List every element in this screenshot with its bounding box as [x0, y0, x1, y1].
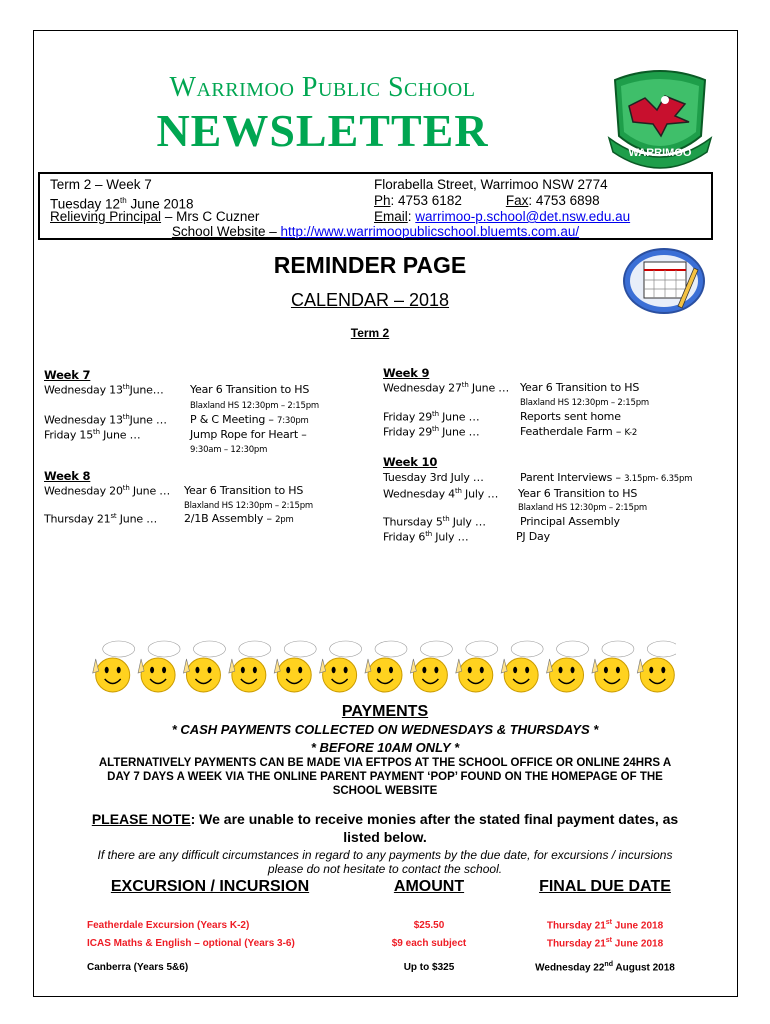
logo-text: WARRIMOO: [628, 147, 692, 159]
week10-e2-detail: Blaxland HS 12:30pm – 2:15pm: [518, 503, 647, 513]
table-row-amount: Up to $325: [403, 962, 455, 973]
payments-alternative: ALTERNATIVELY PAYMENTS CAN BE MADE VIA EFTPOS AT THE SCHOOL OFFICE OR ONLINE 24HRS A DAY 7 DAYS A WEEK VIA THE ONLINE PARENT PAYMENT ‘POP’ FOUND ON THE HOMEPAGE OF THE SCHOOL WEBSITE: [98, 757, 672, 797]
week8-e1-detail: Blaxland HS 12:30pm – 2:15pm: [184, 501, 313, 511]
table-row-date: Thursday 21st June 2018: [546, 937, 664, 950]
week10-heading: Week 10: [383, 455, 438, 469]
principal: Relieving Principal – Mrs C Cuzner: [50, 209, 260, 224]
week8-e2-event: 2/1B Assembly – 2pm: [184, 512, 294, 525]
address: Florabella Street, Warrimoo NSW 2774: [374, 177, 608, 192]
dont-forget-faces: [86, 637, 676, 697]
col-header-amount: AMOUNT: [393, 878, 465, 895]
week10-e3-event: Principal Assembly: [520, 515, 620, 528]
week10-e2-event: Year 6 Transition to HS: [518, 487, 638, 500]
week9-e1-event: Year 6 Transition to HS: [520, 381, 640, 394]
week9-e2-event: Reports sent home: [520, 410, 621, 423]
dont-forget-smiley-icon: [410, 641, 452, 692]
table-row-amount: $25.50: [413, 920, 445, 931]
dont-forget-smiley-icon: [183, 641, 225, 692]
col-header-due-date: FINAL DUE DATE: [539, 878, 671, 895]
table-row-name: Featherdale Excursion (Years K-2): [87, 920, 250, 931]
week10-e2-date: Wednesday 4th July …: [383, 487, 499, 501]
dont-forget-smiley-icon: [592, 641, 634, 692]
term-heading: Term 2: [350, 326, 390, 340]
website-link[interactable]: http://www.warrimoopublicschool.bluemts.com.au/: [280, 224, 580, 239]
week7-e2-event: P & C Meeting – 7:30pm: [190, 413, 309, 426]
school-logo: [605, 66, 715, 170]
calendar-title: CALENDAR – 2018: [290, 290, 450, 310]
dont-forget-smiley-icon: [365, 641, 407, 692]
table-row-date: Thursday 21st June 2018: [546, 919, 664, 932]
week9-e2-date: Friday 29th June …: [383, 410, 480, 424]
reminder-title: REMINDER PAGE: [273, 252, 467, 278]
term-week: Term 2 – Week 7: [50, 177, 152, 192]
dont-forget-smiley-icon: [138, 641, 180, 692]
phone-fax: Ph: 4753 6182 Fax: 4753 6898: [374, 193, 600, 208]
week7-e3-event: Jump Rope for Heart –: [190, 428, 307, 441]
table-row-name: ICAS Maths & English – optional (Years 3-6): [87, 938, 295, 949]
col-header-excursion: EXCURSION / INCURSION: [110, 878, 310, 895]
payments-line2: * BEFORE 10AM ONLY *: [310, 740, 460, 755]
info-box: [38, 172, 713, 240]
dont-forget-smiley-icon: [229, 641, 271, 692]
week9-heading: Week 9: [383, 366, 430, 380]
dont-forget-smiley-icon: [637, 641, 676, 692]
website: School Website – http://www.warrimoopublicschool.bluemts.com.au/: [171, 224, 580, 239]
week8-e2-date: Thursday 21st June …: [44, 512, 158, 526]
calendar-icon: [622, 246, 707, 316]
payments-line1: * CASH PAYMENTS COLLECTED ON WEDNESDAYS & THURSDAYS *: [171, 722, 599, 737]
payments-heading: PAYMENTS: [341, 703, 429, 720]
table-row-name: Canberra (Years 5&6): [87, 962, 189, 973]
payments-difficulty: If there are any difficult circumstances in regard to any payments by the due date, for excursions / incursions please do not hesitate to contact the school.: [97, 848, 673, 876]
week9-e1-date: Wednesday 27th June …: [383, 381, 510, 395]
dont-forget-smiley-icon: [93, 641, 135, 692]
week7-e1-detail: Blaxland HS 12:30pm – 2:15pm: [190, 401, 319, 411]
week8-heading: Week 8: [44, 469, 91, 483]
week10-e1-event: Parent Interviews – 3.15pm- 6.35pm: [520, 471, 693, 484]
week9-e3-date: Friday 29th June …: [383, 425, 480, 439]
week7-e2-date: Wednesday 13thJune …: [44, 413, 167, 427]
week8-e1-date: Wednesday 20th June …: [44, 484, 171, 498]
dont-forget-smiley-icon: [274, 641, 316, 692]
dont-forget-smiley-icon: [456, 641, 498, 692]
week7-e1-date: Wednesday 13thJune…: [44, 383, 164, 397]
week7-e1-event: Year 6 Transition to HS: [190, 383, 310, 396]
email-link[interactable]: warrimoo-p.school@det.nsw.edu.au: [415, 209, 631, 224]
week9-e1-detail: Blaxland HS 12:30pm – 2:15pm: [520, 398, 649, 408]
table-row-date: Wednesday 22nd August 2018: [535, 961, 675, 974]
table-row-amount: $9 each subject: [391, 938, 467, 949]
school-name: Warrimoo Public School: [169, 72, 476, 103]
week7-heading: Week 7: [44, 368, 91, 382]
week7-e3-detail: 9:30am – 12:30pm: [190, 445, 268, 455]
newsletter-title: NEWSLETTER: [156, 105, 489, 156]
dont-forget-smiley-icon: [320, 641, 362, 692]
week9-e3-event: Featherdale Farm – K-2: [520, 425, 638, 438]
email: Email: warrimoo-p.school@det.nsw.edu.au: [374, 209, 631, 224]
week10-e3-date: Thursday 5th July …: [383, 515, 486, 529]
week7-e3-date: Friday 15th June …: [44, 428, 141, 442]
week8-e1-event: Year 6 Transition to HS: [184, 484, 304, 497]
week10-e1-date: Tuesday 3rd July …: [383, 471, 484, 484]
dont-forget-smiley-icon: [547, 641, 589, 692]
week10-e4-date: Friday 6th July …: [383, 530, 469, 544]
week10-e4-event: PJ Day: [516, 530, 550, 543]
payments-note: PLEASE NOTE: We are unable to receive monies after the stated final payment dates, as listed below.: [91, 811, 679, 845]
dont-forget-smiley-icon: [501, 641, 543, 692]
issue-date: Tuesday 12th June 2018: [50, 196, 194, 212]
